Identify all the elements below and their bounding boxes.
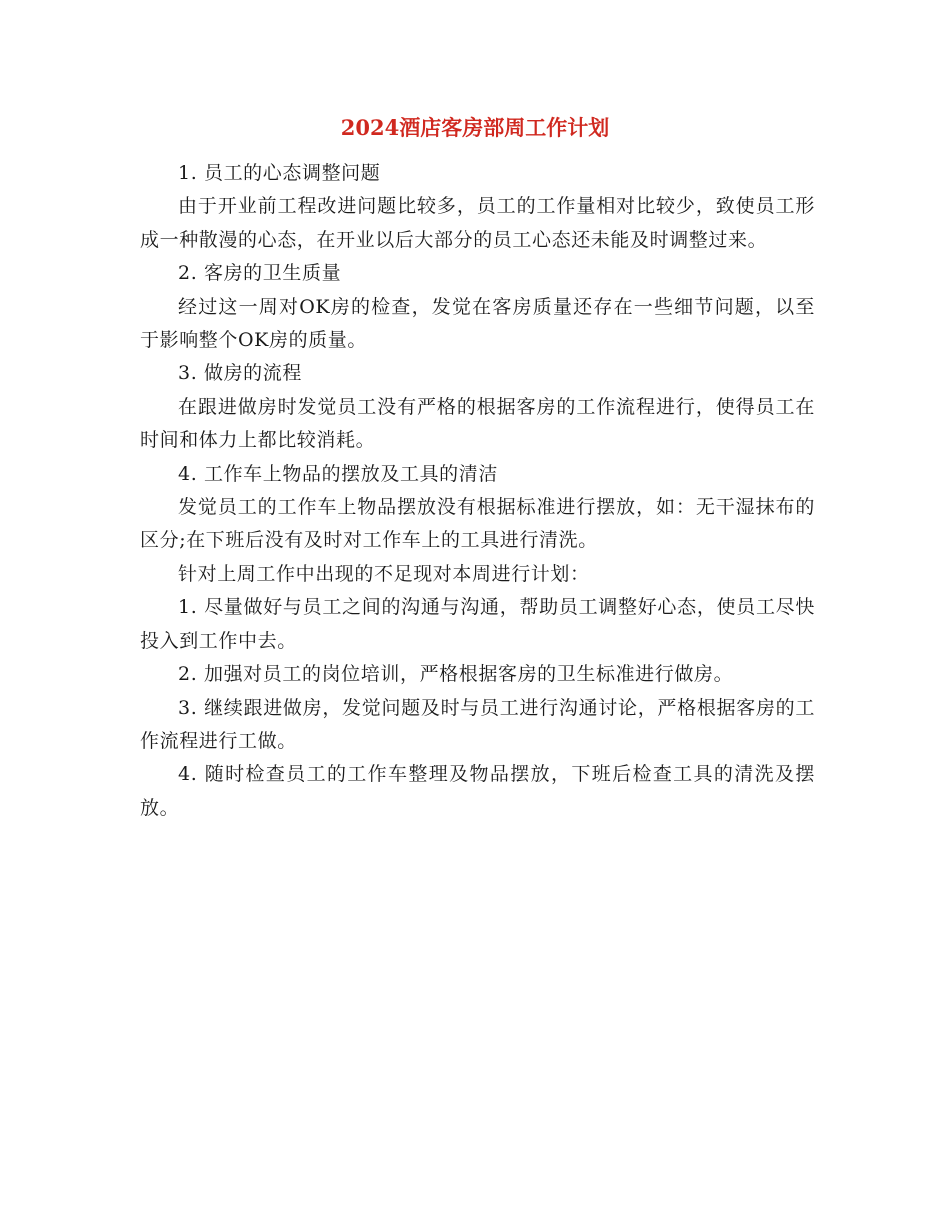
- section-heading: 4. 工作车上物品的摆放及工具的清洁: [178, 462, 498, 485]
- body-paragraph: 发觉员工的工作车上物品摆放没有根据标准进行摆放，如：无干湿抹布的区分;在下班后没有及时对工作车上的工具进行清洗。: [140, 496, 815, 552]
- plan-item: 3. 继续跟进做房，发觉问题及时与员工进行沟通讨论，严格根据客房的工作流程进行工做。: [140, 696, 815, 752]
- document-title: 2024酒店客房部周工作计划: [340, 115, 610, 140]
- body-paragraph: 由于开业前工程改进问题比较多，员工的工作量相对比较少，致使员工形成一种散漫的心态，在开业以后大部分的员工心态还未能及时调整过来。: [140, 195, 815, 251]
- section-heading: 3. 做房的流程: [178, 362, 302, 385]
- body-paragraph: 经过这一周对OK房的检查，发觉在客房质量还存在一些细节问题，以至于影响整个OK房的质量。: [140, 295, 815, 352]
- plan-item: 1. 尽量做好与员工之间的沟通与沟通，帮助员工调整好心态，使员工尽快投入到工作中去。: [140, 596, 815, 652]
- plan-intro: 针对上周工作中出现的不足现对本周进行计划：: [178, 562, 590, 585]
- document-body: [140, 157, 815, 825]
- body-paragraph: 在跟进做房时发觉员工没有严格的根据客房的工作流程进行，使得员工在时间和体力上都比较消耗。: [140, 395, 815, 452]
- plan-item: 4. 随时检查员工的工作车整理及物品摆放，下班后检查工具的清洗及摆放。: [140, 763, 815, 819]
- plan-item: 2. 加强对员工的岗位培训，严格根据客房的卫生标准进行做房。: [178, 663, 734, 686]
- section-heading: 2. 客房的卫生质量: [178, 262, 342, 285]
- section-heading: 1. 员工的心态调整问题: [178, 162, 381, 184]
